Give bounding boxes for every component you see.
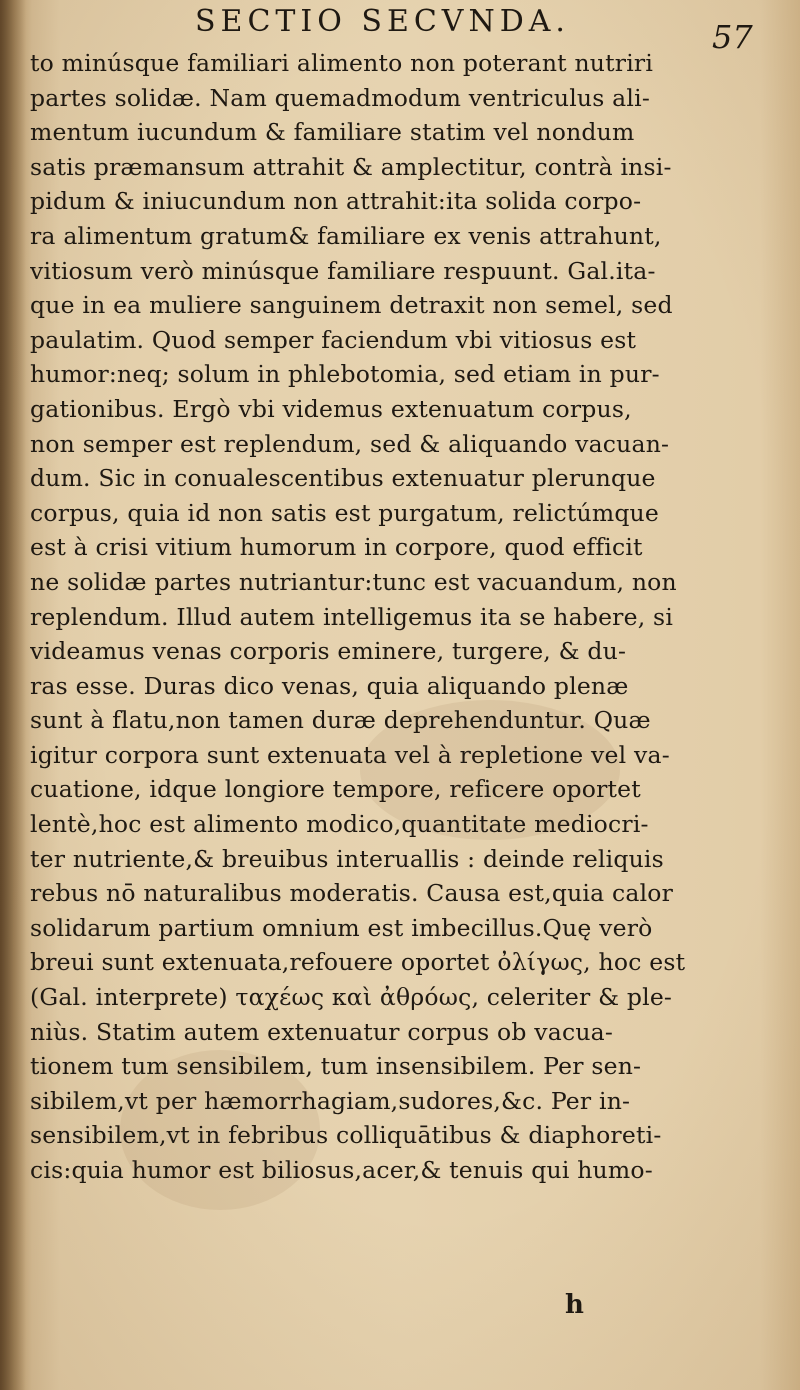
text-line: corpus, quia id non satis est purgatum, relictúmque [30,498,660,527]
running-head: SECTIO SECVNDA. [195,4,570,39]
text-line: vitiosum verò minúsque familiare respuunt. Gal.ita- [30,256,656,285]
text-line: ne solidæ partes nutriantur:tunc est vacuandum, non [30,567,677,596]
text-line: ras esse. Duras dico venas, quia aliquando plenæ [30,671,629,700]
text-line: pidum & iniucundum non attrahit:ita solida corpo- [30,187,642,216]
text-line: ra alimentum gratum& familiare ex venis attrahunt, [30,221,662,250]
text-line: partes solidæ. Nam quemadmodum ventriculus ali- [30,83,650,112]
text-line: niùs. Statim autem extenuatur corpus ob vacua- [30,1017,614,1046]
text-line: cuatione, idque longiore tempore, reficere oportet [30,775,641,804]
text-line: que in ea muliere sanguinem detraxit non semel, sed [30,291,673,320]
text-line: gationibus. Ergò vbi videmus extenuatum corpus, [30,394,632,423]
text-line: sunt à flatu,non tamen duræ deprehenduntur. Quæ [30,706,651,735]
catchword: h [565,1290,584,1320]
text-line: to minúsque familiari alimento non poterant nutriri [30,49,654,77]
text-line: paulatim. Quod semper faciendum vbi vitiosus est [30,325,637,354]
text-line: dum. Sic in conualescentibus extenuatur plerunque [30,464,656,493]
text-line: replendum. Illud autem intelligemus ita se habere, si [30,602,674,631]
text-line: lentè,hoc est alimento modico,quantitate mediocri- [30,810,649,839]
text-line: cis:quia humor est biliosus,acer,& tenuis qui humo- [30,1156,653,1184]
text-line: non semper est replendum, sed & aliquando vacuan- [30,429,670,458]
text-line: solidarum partium omnium est imbecillus.Quę verò [30,913,653,942]
text-line: (Gal. interprete) ταχέως καὶ ἀθρόως, celeriter & ple- [30,983,673,1012]
text-line: est à crisi vitium humorum in corpore, quod efficit [30,533,643,562]
text-line: rebus nō naturalibus moderatis. Causa est,quia calor [30,879,674,908]
text-line: igitur corpora sunt extenuata vel à repletione vel va- [30,740,670,769]
body-text [30,46,792,1188]
text-line: mentum iucundum & familiare statim vel nondum [30,118,635,147]
page-number: 57 [712,18,753,56]
text-line: sibilem,vt per hæmorrhagiam,sudores,&c. Per in- [30,1086,631,1115]
text-line: humor:neq; solum in phlebotomia, sed etiam in pur- [30,360,660,389]
text-line: ter nutriente,& breuibus interuallis : deinde reliquis [30,844,664,873]
text-line: satis præmansum attrahit & amplectitur, contrà insi- [30,152,672,181]
gutter-shadow [0,0,26,1390]
text-line: videamus venas corporis eminere, turgere, & du- [30,637,627,666]
text-line: tionem tum sensibilem, tum insensibilem. Per sen- [30,1052,642,1081]
text-line: sensibilem,vt in febribus colliquātibus & diaphoreti- [30,1121,662,1150]
text-line: breui sunt extenuata,refouere oportet ὀλίγως, hoc est [30,948,686,977]
